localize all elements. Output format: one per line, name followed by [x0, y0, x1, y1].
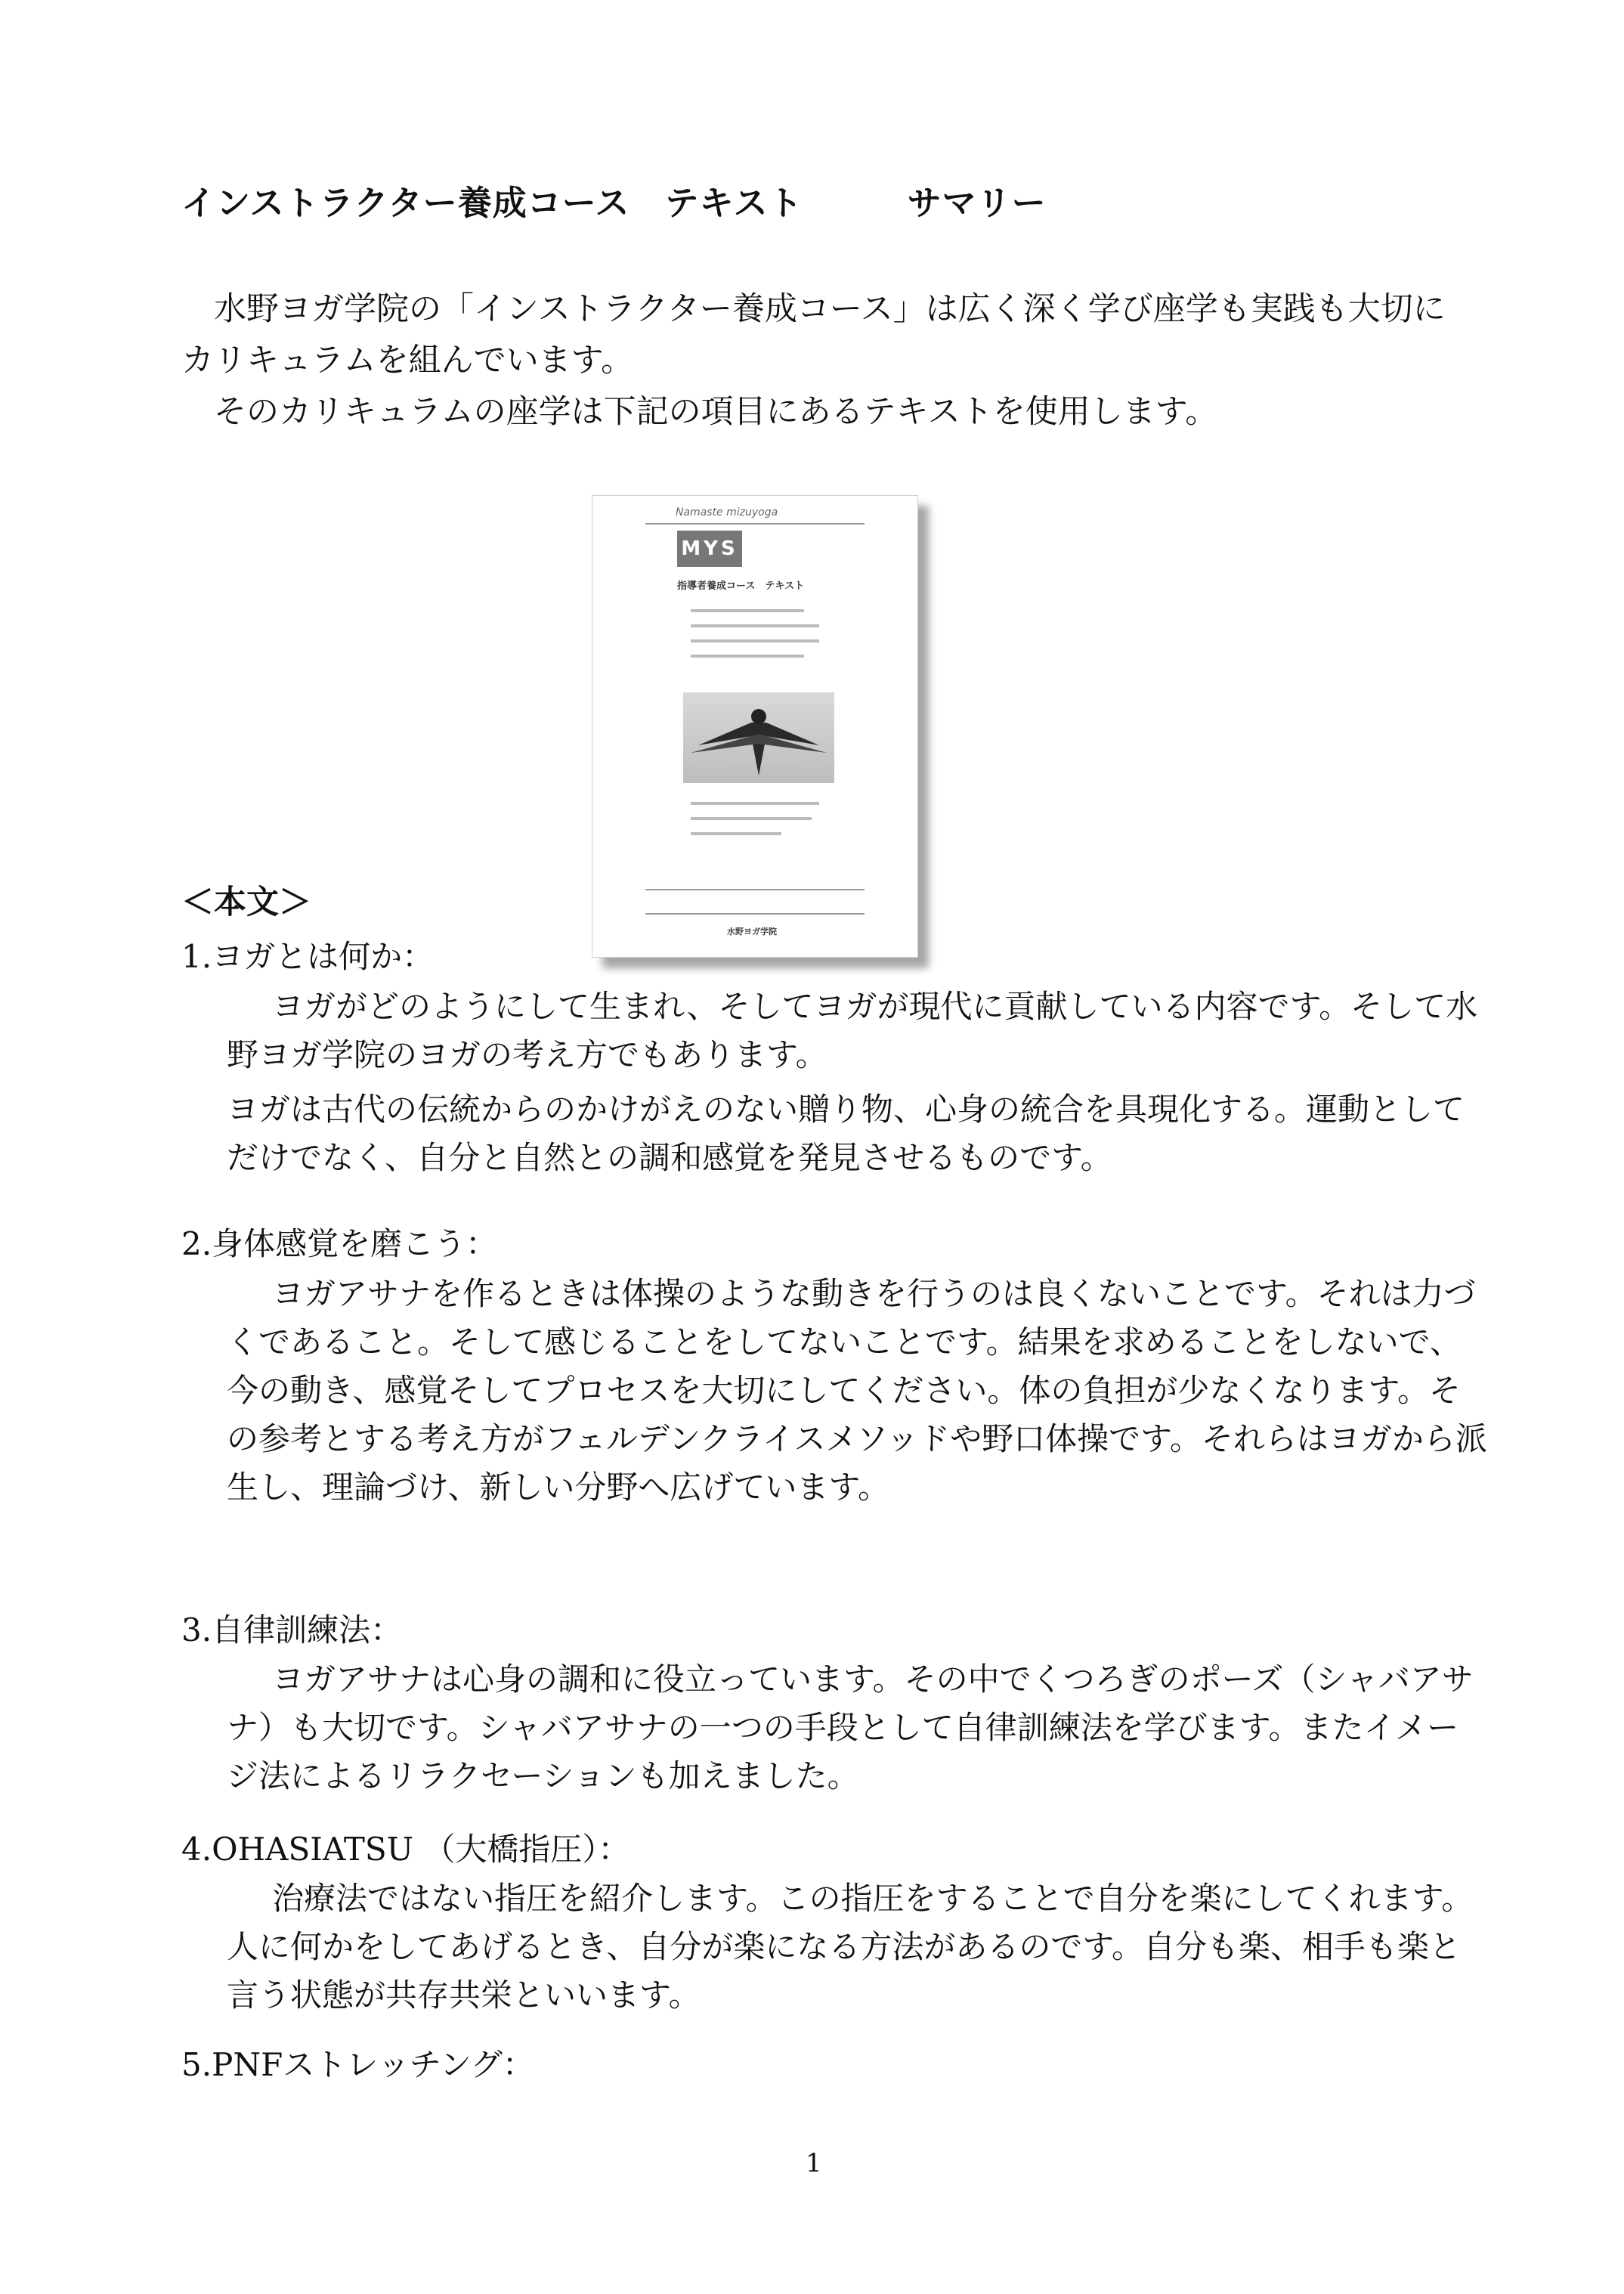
intro-paragraph-2: そのカリキュラムの座学は下記の項目にあるテキストを使用します。	[214, 393, 1218, 431]
item-4-paragraph-1	[227, 1875, 1489, 2020]
item-4-body	[227, 1875, 1489, 2020]
document-title: インストラクター養成コース テキスト サマリー	[181, 183, 1047, 223]
item-3-paragraph-1	[227, 1655, 1489, 1800]
item-1-body	[227, 983, 1489, 1182]
cover-header: Namaste mizuyoga	[676, 506, 778, 519]
cover-footer: 水野ヨガ学院	[727, 927, 777, 936]
cover-rule	[645, 913, 865, 915]
cover-subtitle: 指導者養成コース テキスト	[677, 580, 805, 592]
cover-text-line	[691, 624, 819, 627]
cover-yoga-photo	[683, 692, 834, 783]
item-2-text-1: ヨガアサナを作るときは体操のような動きを行うのは良くないことです。それは力づくであること。そして感じることをしてないことです。結果を求めることをしないで、今の動き、感覚そしてプロセスを大切にしてください。体の負担が少なくなります。その参考とする考え方がフェルデンクライスメソッドや野口体操です。それらはヨガから派生し、理論づけ、新しい分野へ広げています。	[227, 1275, 1487, 1506]
item-3-body	[227, 1655, 1489, 1800]
cover-text-line	[691, 655, 804, 658]
yoga-pose-figure	[683, 692, 834, 783]
item-1-paragraph-2	[227, 1085, 1489, 1182]
cover-text-line	[691, 832, 781, 835]
cover-rule	[645, 889, 865, 890]
item-4-text-1: 治療法ではない指圧を紹介します。この指圧をすることで自分を楽にしてくれます。人に何かをしてあげるとき、自分が楽になる方法があるのです。自分も楽、相手も楽と言う状態が共存共栄といいます。	[227, 1880, 1474, 2014]
item-1-paragraph-1	[227, 983, 1489, 1079]
textbook-cover-image	[592, 495, 918, 958]
page-number: 1	[806, 2148, 822, 2178]
cover-rule	[645, 523, 865, 525]
cover-text-line	[691, 609, 804, 612]
intro-block	[181, 283, 1459, 438]
item-1-text-1: ヨガがどのようにして生まれ、そしてヨガが現代に貢献している内容です。そして水野ヨガ学院のヨガの考え方でもあります。	[227, 988, 1478, 1073]
item-4-heading: 4.OHASIATSU （大橋指圧）：	[181, 1831, 630, 1868]
item-3-heading: 3.自律訓練法：	[181, 1611, 403, 1649]
cover-text-line	[691, 817, 812, 820]
item-2-paragraph-1	[227, 1270, 1489, 1512]
section-heading: ＜本文＞	[181, 884, 311, 921]
item-3-text-1: ヨガアサナは心身の調和に役立っています。その中でくつろぎのポーズ（シャバアサナ）も大切です。シャバアサナの一つの手段として自律訓練法を学びます。またイメージ法によるリラクセーションも加えました。	[227, 1661, 1474, 1794]
item-2-body	[227, 1270, 1489, 1512]
item-1-text-2: ヨガは古代の伝統からのかけがえのない贈り物、心身の統合を具現化する。運動としてだけでなく、自分と自然との調和感覚を発見させるものです。	[227, 1091, 1465, 1176]
cover-text-line	[691, 639, 819, 642]
cover-logo: MYS	[677, 531, 742, 567]
cover-text-line	[691, 802, 819, 805]
item-5-heading: 5.PNFストレッチング：	[181, 2046, 534, 2083]
intro-paragraph-1: 水野ヨガ学院の「インストラクター養成コース」は広く深く学び座学も実践も大切にカリキュラムを組んでいます。	[181, 290, 1446, 379]
item-1-heading: 1.ヨガとは何か：	[181, 938, 435, 975]
item-2-heading: 2.身体感覚を磨こう：	[181, 1225, 498, 1262]
